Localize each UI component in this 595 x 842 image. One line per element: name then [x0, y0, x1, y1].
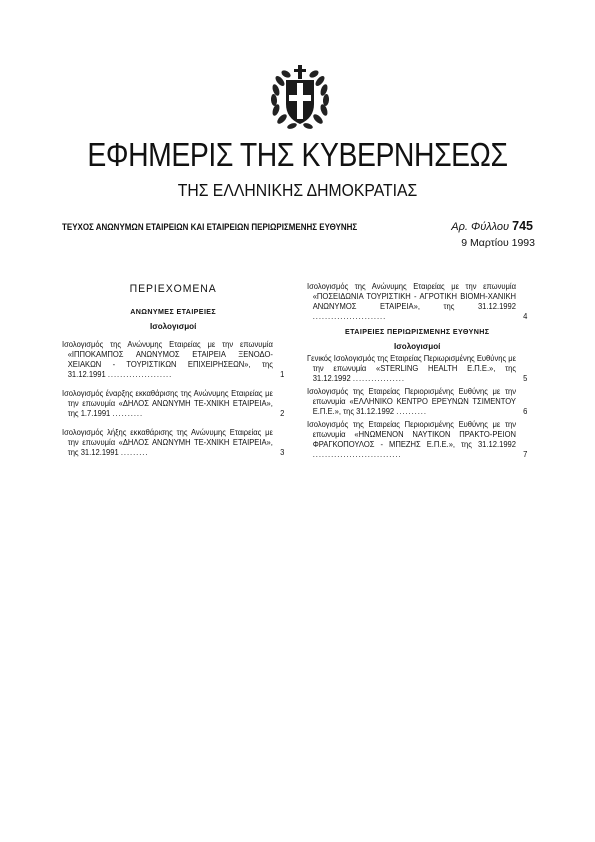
- entry-text: Ισολογισμός έναρξης εκκαθάρισης της Ανώνυμης Εταιρείας με την επωνυμία «ΔΗΛΟΣ ΑΝΩΝΥΜΗ ΤΕ-ΧΝΙΚΗ ΕΤΑΙΡΕΙΑ», της 1.7.1991: [62, 389, 273, 418]
- issue-line: ΤΕΥΧΟΣ ΑΝΩΝΥΜΩΝ ΕΤΑΙΡΕΙΩΝ ΚΑΙ ΕΤΑΙΡΕΙΩΝ ΠΕΡΙΩΡΙΣΜΕΝΗΣ ΕΥΘΥΝΗΣ: [62, 222, 358, 233]
- entry-page: 3: [280, 448, 285, 457]
- entry-page: 1: [280, 370, 285, 379]
- sheet-number-value: 745: [512, 219, 533, 233]
- entry-page: 2: [280, 409, 285, 418]
- contents-entry: Ισολογισμός έναρξης εκκαθάρισης της Ανώνυμης Εταιρείας με την επωνυμία «ΔΗΛΟΣ ΑΝΩΝΥΜΗ ΤΕ-ΧΝΙΚΗ ΕΤΑΙΡΕΙΑ», της 1.7.1991 .......... 2: [62, 389, 285, 418]
- entry-text: Ισολογισμός της Εταιρείας Περιορισμένης Ευθύνης με την επωνυμία «ΗΝΩΜΕΝΟΝ ΝΑΥΤΙΚΟΝ ΠΡΑΚΤΟ-ΡΕΙΟΝ ΦΡΑΓΚΟΠΟΥΛΟΣ - ΜΠΕΖΗΣ Ε.Π.Ε.», της 31.12.1992: [307, 420, 516, 449]
- contents-entry: Ισολογισμός της Ανώνυμης Εταιρείας με την επωνυμία «ΠΟΣΕΙΔΩΝΙΑ ΤΟΥΡΙΣΤΙΚΗ - ΑΓΡΟΤΙΚΗ ΒΙΟΜΗ-ΧΑΝΙΚΗ ΑΝΩΝΥΜΟΣ ΕΤΑΙΡΕΙΑ», της 31.12.1992 ........................ 4: [307, 282, 528, 321]
- entry-text: Ισολογισμός της Εταιρείας Περιορισμένης Ευθύνης με την επωνυμία «ΕΛΛΗΝΙΚΟ ΚΕΝΤΡΟ ΕΡΕΥΝΩΝ ΤΣΙΜΕΝΤΟΥ Ε.Π.Ε.», της 31.12.1992: [307, 387, 516, 416]
- entry-text: Ισολογισμός της Ανώνυμης Εταιρείας με την επωνυμία «ΠΟΣΕΙΔΩΝΙΑ ΤΟΥΡΙΣΤΙΚΗ - ΑΓΡΟΤΙΚΗ ΒΙΟΜΗ-ΧΑΝΙΚΗ ΑΝΩΝΥΜΟΣ ΕΤΑΙΡΕΙΑ», της 31.12.1992: [307, 282, 516, 311]
- entry-page: 5: [523, 374, 528, 383]
- contents-left-column: [62, 284, 284, 467]
- section-heading: ΕΤΑΙΡΕΙΕΣ ΠΕΡΙΩΡΙΣΜΕΝΗΣ ΕΥΘΥΝΗΣ: [344, 327, 490, 336]
- contents-right-column: [307, 282, 527, 463]
- sheet-label: Αρ. Φύλλου: [451, 221, 510, 233]
- entry-page: 4: [523, 312, 528, 321]
- entry-page: 7: [523, 450, 528, 459]
- entry-page: 6: [523, 407, 528, 416]
- section-subheading: Ισολογισμοί: [149, 321, 197, 331]
- gazette-title: ΕΦΗΜΕΡΙΣ ΤΗΣ ΚΥΒΕΡΝΗΣΕΩΣ: [87, 136, 508, 173]
- contents-heading: ΠΕΡΙΕΧΟΜΕΝΑ: [129, 283, 217, 295]
- entry-text: Ισολογισμός της Ανώνυμης Εταιρείας με την επωνυμία «ΙΠΠΟΚΑΜΠΟΣ ΑΝΩΝΥΜΟΣ ΕΤΑΙΡΕΙΑ ΞΕΝΟΔΟ-ΧΕΙΑΚΩΝ - ΤΟΥΡΙΣΤΙΚΩΝ ΕΠΙΧΕΙΡΗΣΕΩΝ», της 31.12.1991: [62, 340, 273, 379]
- greek-coat-of-arms-icon: [262, 60, 338, 134]
- contents-entry: Γενικός Ισολογισμός της Εταιρείας Περιωρισμένης Ευθύνης με την επωνυμία «STERLING HEALTH Ε.Π.Ε.», της 31.12.1992 ................. 5: [307, 354, 528, 383]
- section-heading: ΑΝΩΝΥΜΕΣ ΕΤΑΙΡΕΙΕΣ: [130, 307, 217, 316]
- section-subheading: Ισολογισμοί: [393, 341, 441, 351]
- contents-entry: Ισολογισμός λήξης εκκαθάρισης της Ανώνυμης Εταιρείας με την επωνυμία «ΔΗΛΟΣ ΑΝΩΝΥΜΗ ΤΕ-ΧΝΙΚΗ ΕΤΑΙΡΕΙΑ», της 31.12.1991 ......... 3: [62, 428, 285, 457]
- issue-date: 9 Μαρτίου 1993: [461, 237, 535, 249]
- contents-entry: Ισολογισμός της Εταιρείας Περιορισμένης Ευθύνης με την επωνυμία «ΗΝΩΜΕΝΟΝ ΝΑΥΤΙΚΟΝ ΠΡΑΚΤΟ-ΡΕΙΟΝ ΦΡΑΓΚΟΠΟΥΛΟΣ - ΜΠΕΖΗΣ Ε.Π.Ε.», της 31.12.1992 ............................. 7: [307, 420, 528, 459]
- sheet-number: [451, 219, 533, 233]
- contents-entry: Ισολογισμός της Εταιρείας Περιορισμένης Ευθύνης με την επωνυμία «ΕΛΛΗΝΙΚΟ ΚΕΝΤΡΟ ΕΡΕΥΝΩΝ ΤΣΙΜΕΝΤΟΥ Ε.Π.Ε.», της 31.12.1992 .......... 6: [307, 387, 528, 416]
- contents-entry: Ισολογισμός της Ανώνυμης Εταιρείας με την επωνυμία «ΙΠΠΟΚΑΜΠΟΣ ΑΝΩΝΥΜΟΣ ΕΤΑΙΡΕΙΑ ΞΕΝΟΔΟ-ΧΕΙΑΚΩΝ - ΤΟΥΡΙΣΤΙΚΩΝ ΕΠΙΧΕΙΡΗΣΕΩΝ», της 31.12.1991 ..................... 1: [62, 340, 285, 379]
- entry-text: Ισολογισμός λήξης εκκαθάρισης της Ανώνυμης Εταιρείας με την επωνυμία «ΔΗΛΟΣ ΑΝΩΝΥΜΗ ΤΕ-ΧΝΙΚΗ ΕΤΑΙΡΕΙΑ», της 31.12.1991: [62, 428, 273, 457]
- entry-text: Γενικός Ισολογισμός της Εταιρείας Περιωρισμένης Ευθύνης με την επωνυμία «STERLING HEALTH Ε.Π.Ε.», της 31.12.1992: [307, 354, 517, 383]
- gazette-subtitle: ΤΗΣ ΕΛΛΗΝΙΚΗΣ ΔΗΜΟΚΡΑΤΙΑΣ: [177, 180, 418, 200]
